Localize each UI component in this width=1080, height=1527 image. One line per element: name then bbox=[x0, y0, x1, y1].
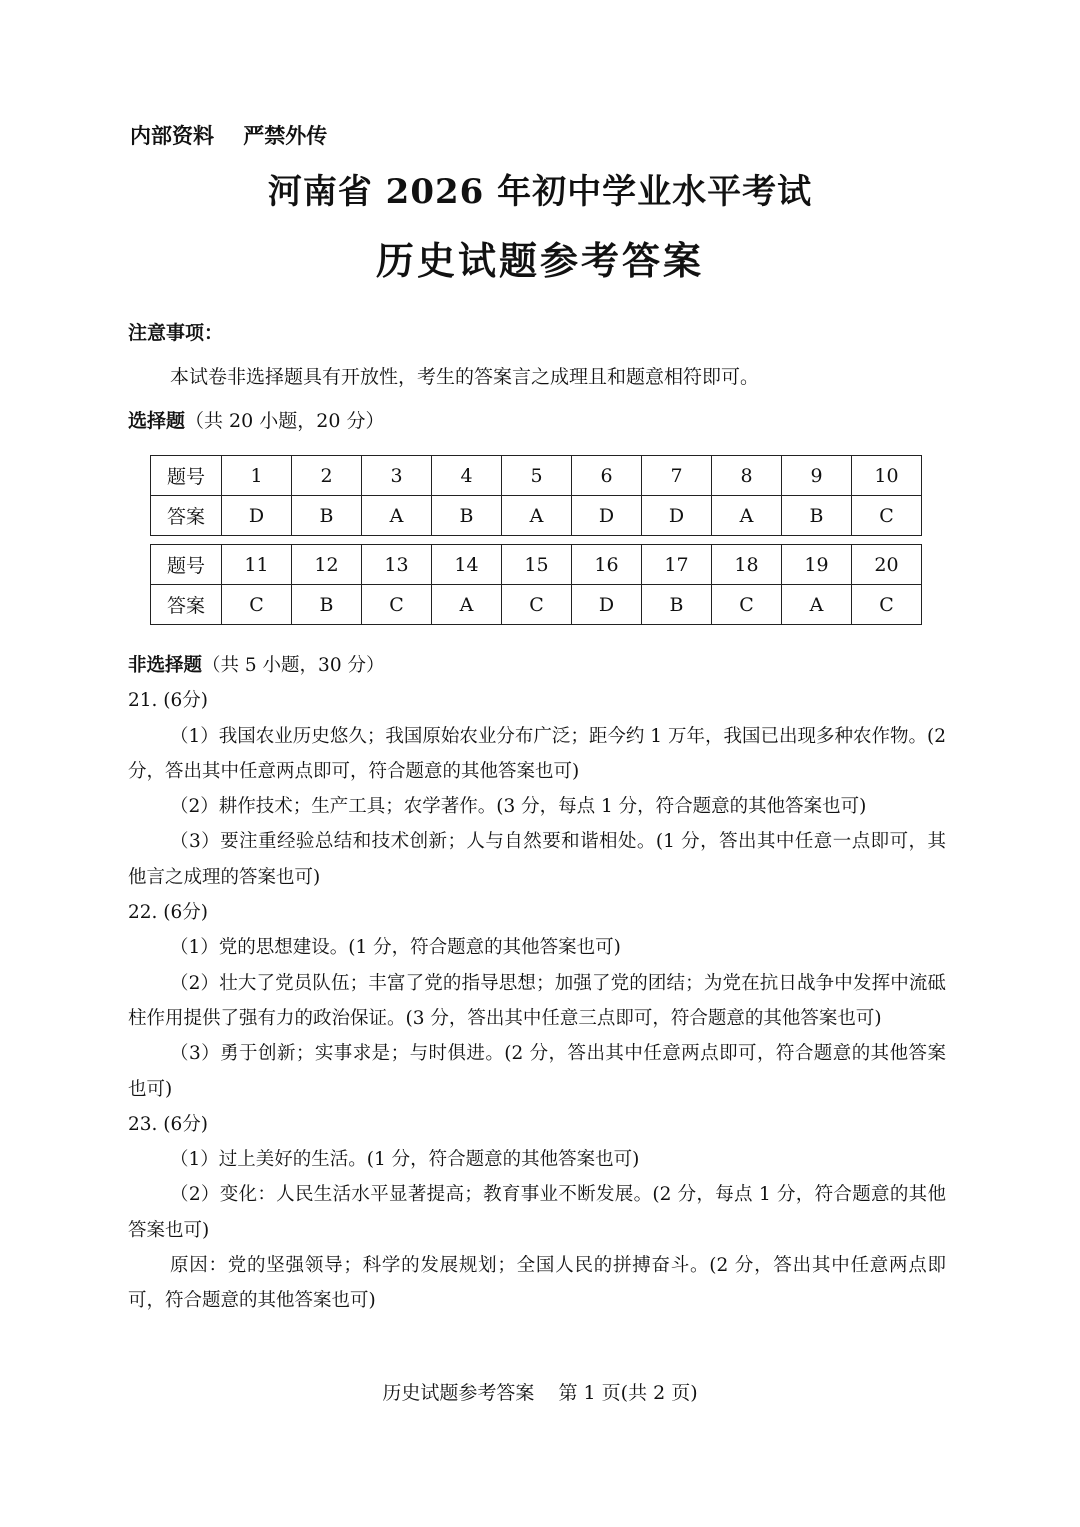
answer-cell: C bbox=[222, 585, 292, 625]
answer-cell: B bbox=[432, 496, 502, 536]
choice-section-header bbox=[128, 406, 385, 433]
answer-row bbox=[151, 496, 922, 536]
question-number-cell: 19 bbox=[782, 545, 852, 585]
row-label-number: 题号 bbox=[151, 456, 222, 496]
nonchoice-answers bbox=[128, 648, 946, 1319]
answer-cell: C bbox=[852, 496, 922, 536]
answer-cell: A bbox=[712, 496, 782, 536]
answer-table-1 bbox=[150, 455, 922, 536]
answer-item: （2）壮大了党员队伍；丰富了党的指导思想；加强了党的团结；为党在抗日战争中发挥中流砥柱作用提供了强有力的政治保证。(3 分，答出其中任意三点即可，符合题意的其他答案也可) bbox=[128, 972, 946, 1029]
question-number-cell: 14 bbox=[432, 545, 502, 585]
question-number-cell: 16 bbox=[572, 545, 642, 585]
answer-cell: A bbox=[502, 496, 572, 536]
answer-item: （2）耕作技术；生产工具；农学著作。(3 分，每点 1 分，符合题意的其他答案也可) bbox=[170, 796, 867, 818]
answer-cell: A bbox=[782, 585, 852, 625]
question-number-cell: 17 bbox=[642, 545, 712, 585]
choice-section-title: 选择题 bbox=[128, 410, 186, 432]
answer-cell: C bbox=[362, 585, 432, 625]
answer-cell: C bbox=[712, 585, 782, 625]
answer-cell: A bbox=[432, 585, 502, 625]
question-number-cell: 10 bbox=[852, 456, 922, 496]
question-number-cell: 7 bbox=[642, 456, 712, 496]
answer-item: （1）过上美好的生活。(1 分，符合题意的其他答案也可) bbox=[170, 1149, 640, 1171]
nonchoice-section-info: （共 5 小题，30 分） bbox=[202, 655, 385, 676]
notice-text: 本试卷非选择题具有开放性，考生的答案言之成理且和题意相符即可。 bbox=[170, 366, 760, 388]
answer-cell: B bbox=[782, 496, 852, 536]
exam-title: 河南省 2026 年初中学业水平考试 bbox=[267, 172, 813, 212]
row-label-answer: 答案 bbox=[151, 585, 222, 625]
answer-cell: B bbox=[642, 585, 712, 625]
question-number-cell: 15 bbox=[502, 545, 572, 585]
question-number-cell: 4 bbox=[432, 456, 502, 496]
notice-label: 注意事项： bbox=[128, 322, 224, 344]
nonchoice-section-title: 非选择题 bbox=[128, 655, 203, 676]
answer-cell: D bbox=[222, 496, 292, 536]
question-number-row bbox=[151, 545, 922, 585]
question-number-cell: 18 bbox=[712, 545, 782, 585]
question-heading: 22. (6分) bbox=[128, 902, 209, 924]
answer-cell: D bbox=[572, 585, 642, 625]
answer-cell: D bbox=[642, 496, 712, 536]
document-title: 历史试题参考答案 bbox=[375, 238, 704, 283]
answer-item: （2）变化：人民生活水平显著提高；教育事业不断发展。(2 分，每点 1 分，符合题意的其他答案也可) bbox=[128, 1184, 946, 1241]
answer-item: （3）要注重经验总结和技术创新；人与自然要和谐相处。(1 分，答出其中任意一点即可，其他言之成理的答案也可) bbox=[128, 831, 946, 888]
question-number-cell: 3 bbox=[362, 456, 432, 496]
row-label-number: 题号 bbox=[151, 545, 222, 585]
answer-item: （3）勇于创新；实事求是；与时俱进。(2 分，答出其中任意两点即可，符合题意的其他答案也可) bbox=[128, 1043, 946, 1100]
answer-cell: C bbox=[502, 585, 572, 625]
question-number-cell: 6 bbox=[572, 456, 642, 496]
answer-cell: B bbox=[292, 496, 362, 536]
answer-item: 原因：党的坚强领导；科学的发展规划；全国人民的拼搏奋斗。(2 分，答出其中任意两点即可，符合题意的其他答案也可) bbox=[128, 1255, 946, 1312]
question-number-row bbox=[151, 456, 922, 496]
question-number-cell: 1 bbox=[222, 456, 292, 496]
question-number-cell: 13 bbox=[362, 545, 432, 585]
question-number-cell: 8 bbox=[712, 456, 782, 496]
answer-item: （1）我国农业历史悠久；我国原始农业分布广泛；距今约 1 万年，我国已出现多种农作物。(2 分，答出其中任意两点即可，符合题意的其他答案也可) bbox=[128, 725, 946, 782]
question-number-cell: 9 bbox=[782, 456, 852, 496]
answer-item: （1）党的思想建设。(1 分，符合题意的其他答案也可) bbox=[170, 937, 621, 959]
answer-cell: B bbox=[292, 585, 362, 625]
question-number-cell: 12 bbox=[292, 545, 362, 585]
answer-table-2 bbox=[150, 544, 922, 625]
nonchoice-section-header bbox=[128, 648, 946, 683]
answer-cell: D bbox=[572, 496, 642, 536]
confidential-notice: 内部资料 严禁外传 bbox=[130, 124, 328, 148]
answer-cell: C bbox=[852, 585, 922, 625]
answer-row bbox=[151, 585, 922, 625]
row-label-answer: 答案 bbox=[151, 496, 222, 536]
choice-section-info: （共 20 小题，20 分） bbox=[185, 410, 385, 432]
question-heading: 23. (6分) bbox=[128, 1113, 209, 1135]
answer-cell: A bbox=[362, 496, 432, 536]
page-footer: 历史试题参考答案 第 1 页(共 2 页) bbox=[382, 1382, 698, 1404]
question-number-cell: 5 bbox=[502, 456, 572, 496]
question-heading: 21. (6分) bbox=[128, 690, 209, 712]
question-number-cell: 20 bbox=[852, 545, 922, 585]
question-number-cell: 11 bbox=[222, 545, 292, 585]
question-number-cell: 2 bbox=[292, 456, 362, 496]
